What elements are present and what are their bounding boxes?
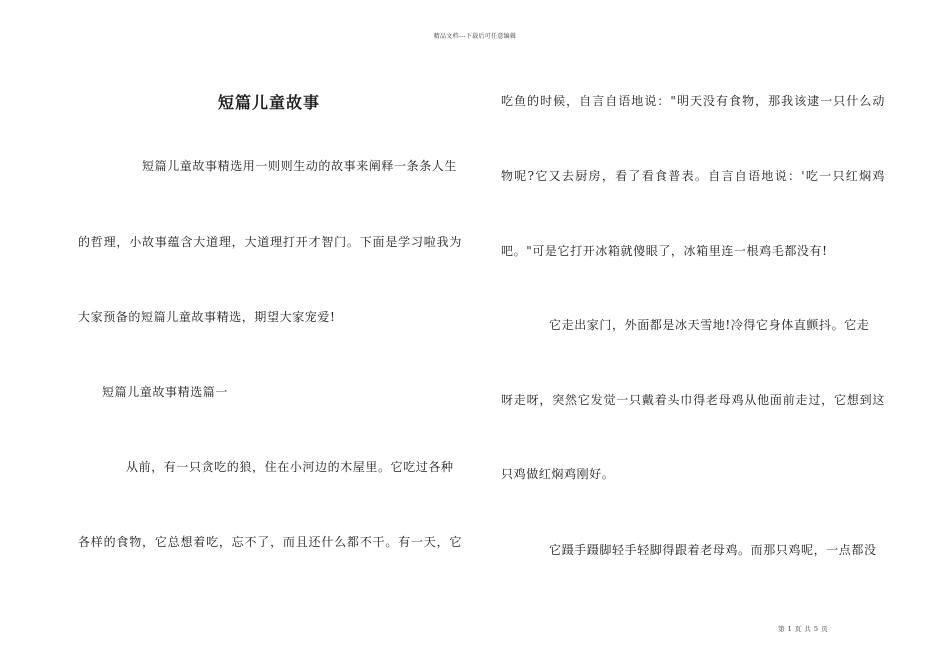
paragraph-line: 吧。"可是它打开冰箱就傻眼了，冰箱里连一根鸡毛都没有! [501,244,828,258]
paragraph-line: 只鸡做红焖鸡刚好。 [501,467,615,481]
document-title: 短篇儿童故事 [217,93,320,112]
paragraph-line: 各样的食物，它总想着吃，忘不了，而且还什么都不干。有一天，它 [78,535,462,549]
paragraph-line: 吃鱼的时候，自言自语地说："明天没有食物，那我该逮一只什么动 [501,94,885,108]
page-number: 第 1 页 共 5 页 [778,625,829,633]
paragraph-line: 物呢?它又去厨房，看了看食普表。自言自语地说：'吃一只红焖鸡 [501,169,885,183]
paragraph-line: 的哲理，小故事蕴含大道理，大道理打开才智门。下面是学习啦我为 [78,235,462,249]
paragraph-line: 它走出家门，外面都是冰天雪地!冷得它身体直颤抖。它走 [549,318,870,332]
header-note: 精品文档---下载后可任意编辑 [433,33,517,40]
paragraph-line: 它蹑手蹑脚轻手轻脚得跟着老母鸡。而那只鸡呢，一点都没 [549,543,877,557]
paragraph-line: 短篇儿童故事精选用一则则生动的故事来阐释一条条人生 [142,159,458,173]
paragraph-line: 从前，有一只贪吃的狼，住在小河边的木屋里。它吃过各种 [126,460,454,474]
paragraph-line: 呀走呀，突然它发觉一只戴着头巾得老母鸡从他面前走过，它想到这 [501,393,885,407]
paragraph-line: 大家预备的短篇儿童故事精选，期望大家宠爱! [78,310,336,324]
section-heading: 短篇儿童故事精选篇一 [102,385,229,399]
